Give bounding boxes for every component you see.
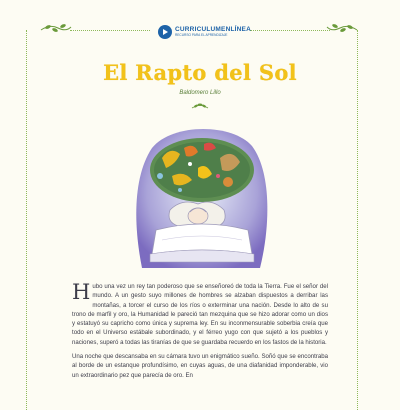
leaf-ornament-icon [191,102,209,110]
story-illustration [132,118,272,268]
story-author: Baldomero Lillo [179,90,221,96]
curriculum-logo[interactable] [158,22,262,42]
top-dotted-rule-left [70,30,150,31]
logo-sub-text: RECURSO PARA EL APRENDIZAJE [175,33,228,38]
story-title: El Rapto del Sol [103,60,297,85]
vine-ornament-right-icon [326,22,358,34]
paragraph-2: Una noche que descansaba en su cámara tuvo un enigmático sueño. Soñó que se encontraba al borde de un estanque profundísimo, en cuyas aguas, de una diafanidad imponderable, vio un extraordinario pez que parecía de oro. En [72,353,328,379]
story-body [72,282,328,385]
vine-ornament-left-icon [40,22,72,34]
drop-cap: H [72,280,91,304]
play-arrow-icon [158,25,172,39]
top-dotted-rule-right [250,30,330,31]
paragraph-1 [72,282,328,347]
logo-main-text: CURRICULUMENLÍNEA [175,25,251,33]
paragraph-1-text: ubo una vez un rey tan poderoso que se enseñoreó de toda la Tierra. Fue el señor del mundo. A un gesto suyo millones de hombres se alzaban dispuestos a derribar las montañas, a torcer el curso de los ríos o exterminar una nación. Desde lo alto de su trono de marfil y oro, la Humanidad le pareció tan mezquina que se hizo adorar como un dios y estatuyó su capricho como única y suprema ley. En su inconmensurable soberbia creía que todo en el Universo estábale subordinado, y el férreo yugo con que sujetó a los pueblos y naciones, superó a todas las tiranías de que se guardaba recuerdo en los fastos de la historia. [72,283,328,346]
logo-text [175,27,251,38]
